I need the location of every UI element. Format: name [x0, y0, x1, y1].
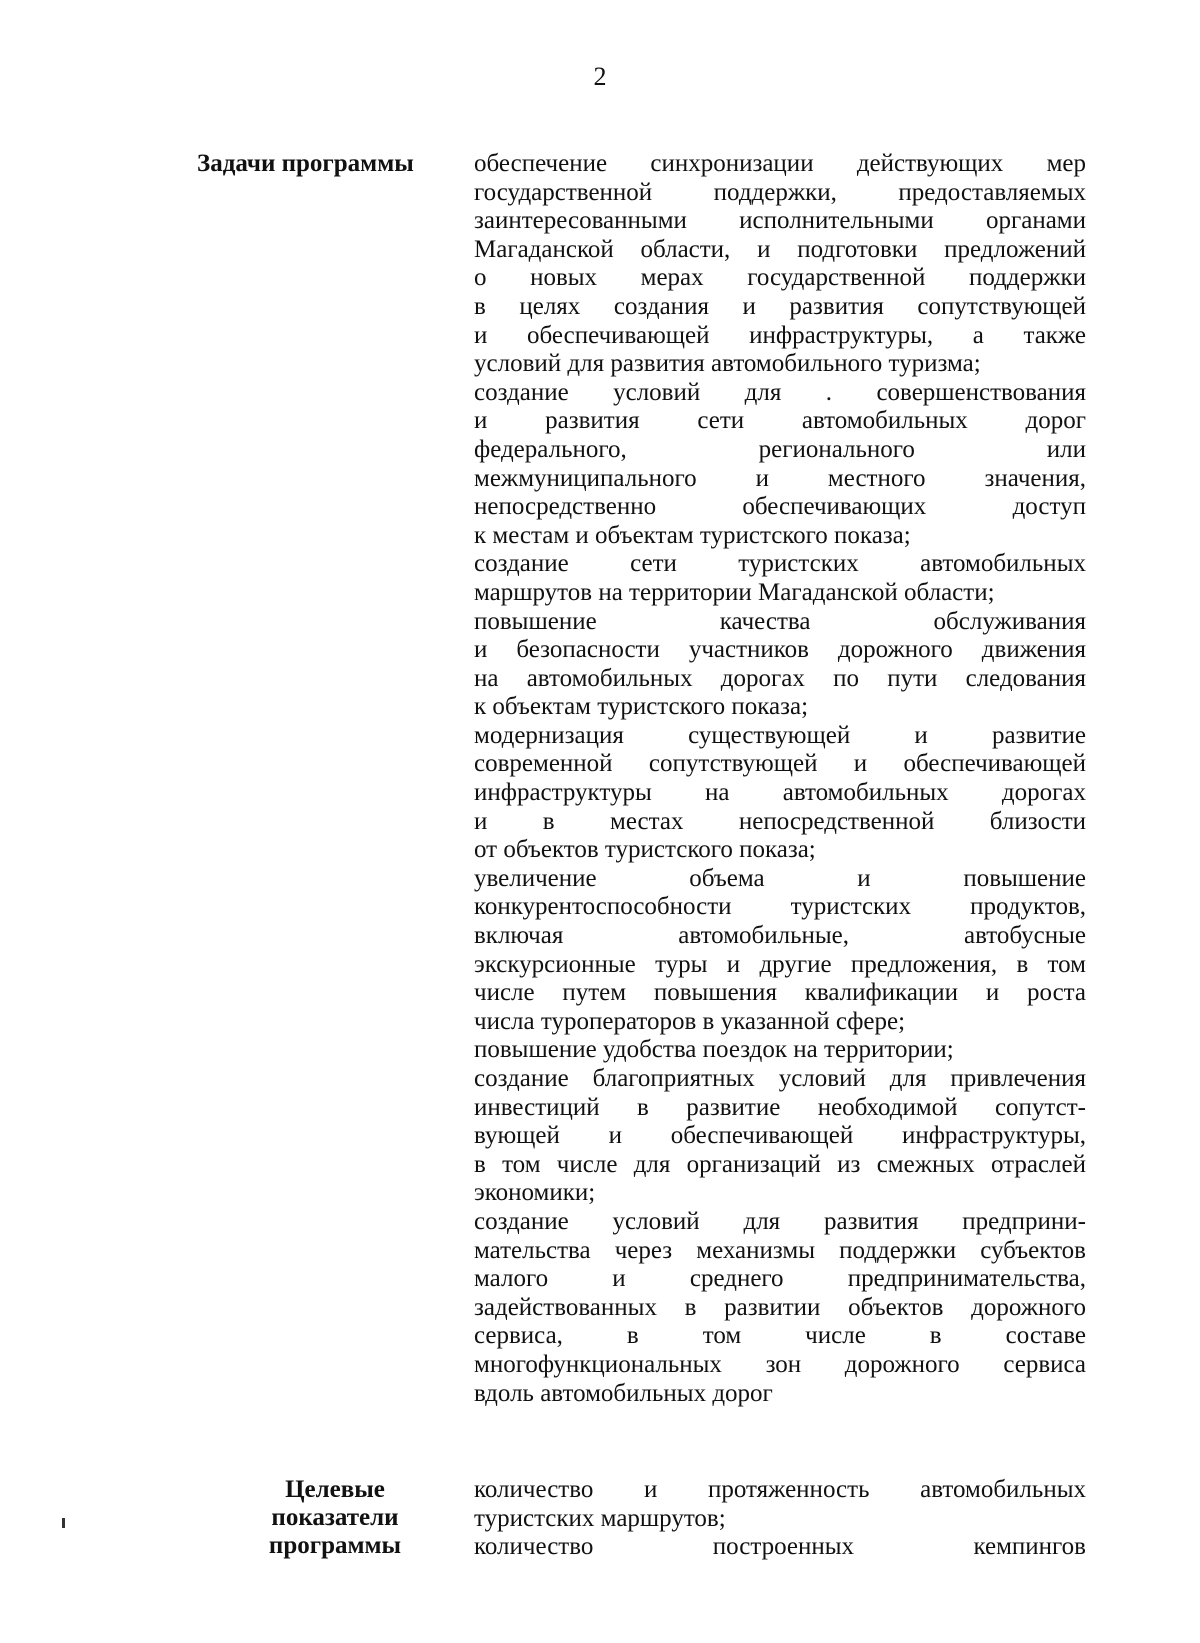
tasks-line: сервиса, в том числе в составе [474, 1322, 1086, 1350]
targets-label [230, 1476, 440, 1560]
targets-line: количество построенных кемпингов [474, 1533, 1086, 1561]
tasks-line: вующей и обеспечивающей инфраструктуры, [474, 1122, 1086, 1150]
tasks-text [474, 150, 1086, 1408]
tasks-line: Магаданской области, и подготовки предложений [474, 235, 1086, 263]
targets-label-line: показатели [271, 1504, 399, 1531]
tasks-line: увеличение объема и повышение [474, 864, 1086, 892]
tasks-line: создание сети туристских автомобильных [474, 550, 1086, 578]
tasks-line: к объектам туристского показа; [474, 693, 809, 721]
tasks-line: конкурентоспособности туристских продуктов, [474, 893, 1086, 921]
tasks-line: и обеспечивающей инфраструктуры, а также [474, 321, 1086, 349]
tasks-line: модернизация существующей и развитие [474, 721, 1086, 749]
tasks-label: Задачи программы [197, 150, 414, 177]
targets-line: количество и протяженность автомобильных [474, 1476, 1086, 1503]
targets-label-line: Целевые [285, 1476, 385, 1503]
targets-text [474, 1476, 1086, 1562]
tasks-line: условий для развития автомобильного туризма; [474, 350, 981, 378]
tasks-line: современной сопутствующей и обеспечивающей [474, 750, 1086, 778]
targets-line: туристских маршрутов; [474, 1504, 726, 1532]
tasks-line: экономики; [474, 1179, 596, 1207]
tasks-line: заинтересованными исполнительными органами [474, 207, 1086, 235]
tasks-line: и в местах непосредственной близости [474, 807, 1086, 835]
tasks-line: и безопасности участников дорожного движения [474, 636, 1086, 664]
tasks-line: к местам и объектам туристского показа; [474, 521, 911, 549]
tasks-line: о новых мерах государственной поддержки [474, 264, 1086, 292]
tasks-line: числа туроператоров в указанной сфере; [474, 1007, 906, 1035]
tasks-line: непосредственно обеспечивающих доступ [474, 493, 1086, 521]
tasks-line: малого и среднего предпринимательства, [474, 1265, 1086, 1293]
tasks-line: многофункциональных зон дорожного сервиса [474, 1350, 1086, 1378]
scan-mark [62, 1518, 65, 1528]
tasks-line: на автомобильных дорогах по пути следования [474, 664, 1086, 692]
tasks-line: федерального, регионального или [474, 435, 1086, 463]
tasks-line: от объектов туристского показа; [474, 836, 816, 864]
tasks-line: создание условий для развития предприни- [474, 1207, 1086, 1235]
tasks-line: вдоль автомобильных дорог [474, 1379, 773, 1407]
tasks-line: числе путем повышения квалификации и роста [474, 979, 1086, 1007]
tasks-line: повышение качества обслуживания [474, 607, 1086, 635]
tasks-line: и развития сети автомобильных дорог [474, 407, 1086, 435]
tasks-line: государственной поддержки, предоставляемых [474, 178, 1086, 206]
tasks-line: инвестиций в развитие необходимой сопутст- [474, 1093, 1086, 1121]
tasks-line: инфраструктуры на автомобильных дорогах [474, 779, 1086, 807]
targets-label-line: программы [268, 1532, 402, 1559]
tasks-line: в целях создания и развития сопутствующей [474, 292, 1086, 320]
tasks-line: экскурсионные туры и другие предложения, в том [474, 950, 1086, 978]
tasks-line: обеспечение синхронизации действующих мер [474, 150, 1086, 177]
page-number: 2 [593, 62, 607, 91]
tasks-line: повышение удобства поездок на территории; [474, 1036, 954, 1064]
tasks-line: создание условий для . совершенствования [474, 378, 1086, 406]
tasks-line: включая автомобильные, автобусные [474, 922, 1086, 950]
tasks-line: создание благоприятных условий для привлечения [474, 1065, 1086, 1092]
tasks-line: задействованных в развитии объектов дорожного [474, 1293, 1086, 1321]
tasks-line: маршрутов на территории Магаданской области; [474, 578, 995, 606]
tasks-line: межмуниципального и местного значения, [474, 464, 1086, 492]
tasks-line: мательства через механизмы поддержки субъектов [474, 1236, 1086, 1264]
tasks-line: в том числе для организаций из смежных отраслей [474, 1150, 1086, 1178]
